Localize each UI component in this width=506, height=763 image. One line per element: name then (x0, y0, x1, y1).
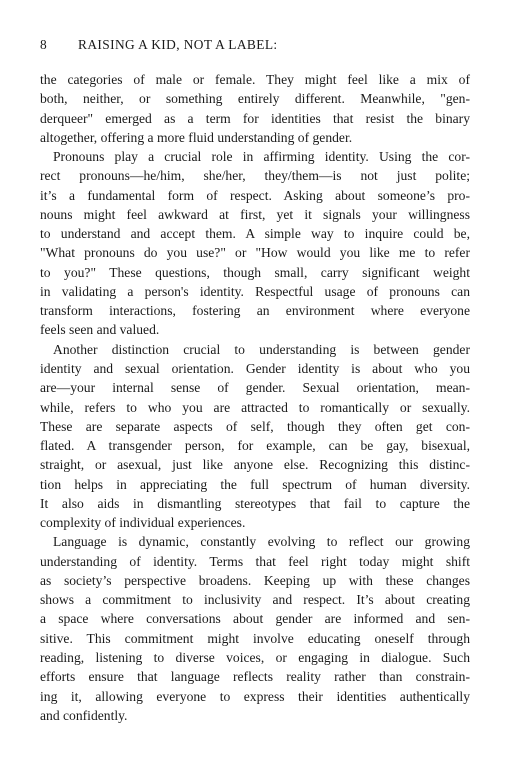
text-line: transform interactions, fostering an environment where everyone (40, 303, 470, 319)
text-line: it’s a fundamental form of respect. Asking about someone’s pro- (40, 187, 470, 203)
text-line: and confidently. (40, 707, 128, 723)
text-line: a space where conversations about gender are informed and sen- (40, 611, 470, 627)
text-line: straight, or asexual, just like anyone else. Recognizing this distinc- (40, 457, 470, 473)
text-line: sitive. This commitment might involve educating oneself through (40, 630, 470, 646)
text-line: altogether, offering a more fluid understanding of gender. (40, 129, 353, 145)
body-text (40, 70, 470, 725)
running-head-title: RAISING A KID, NOT A LABEL: (78, 37, 278, 52)
page-number: 8 (40, 37, 48, 52)
text-line: while, refers to who you are attracted to romantically or sexually. (40, 399, 470, 415)
text-line: understanding of identity. Terms that feel right today might shift (40, 553, 470, 569)
text-line: ing it, allowing everyone to express their identities authentically (40, 688, 470, 704)
text-line: complexity of individual experiences. (40, 515, 246, 531)
text-line: Pronouns play a crucial role in affirming identity. Using the cor- (53, 149, 470, 165)
text-line: as society’s perspective broadens. Keeping up with these changes (40, 572, 470, 588)
text-line: are—your internal sense of gender. Sexual orientation, mean- (40, 380, 470, 396)
text-line: identity and sexual orientation. Gender identity is about who you (40, 360, 470, 376)
running-head (40, 37, 278, 53)
text-line: in validating a person's identity. Respectful usage of pronouns can (40, 283, 470, 299)
text-line: tion helps in appreciating the full spectrum of human diversity. (40, 476, 470, 492)
text-line: Another distinction crucial to understanding is between gender (53, 341, 470, 357)
text-line: to understand and accept them. A simple way to inquire could be, (40, 226, 470, 242)
text-line: efforts ensure that language reflects reality rather than constrain- (40, 669, 470, 685)
text-line: These are separate aspects of self, though they often get con- (40, 418, 470, 434)
text-line: the categories of male or female. They might feel like a mix of (40, 72, 470, 87)
text-line: rect pronouns—he/him, she/her, they/them—is not just polite; (40, 168, 470, 184)
text-line: shows a commitment to inclusivity and respect. It’s about creating (40, 592, 470, 608)
text-line: derqueer" emerged as a term for identities that resist the binary (40, 110, 470, 126)
text-line: It also aids in dismantling stereotypes that fail to capture the (40, 495, 470, 511)
text-line: to you?" These questions, though small, carry significant weight (40, 264, 470, 280)
text-line: feels seen and valued. (40, 322, 160, 338)
text-line: both, neither, or something entirely different. Meanwhile, "gen- (40, 91, 470, 107)
text-line: nouns might feel awkward at first, yet it signals your willingness (40, 206, 470, 222)
text-line: "What pronouns do you use?" or "How would you like me to refer (40, 245, 470, 261)
text-line: Language is dynamic, constantly evolving to reflect our growing (53, 534, 470, 550)
text-line: reading, listening to diverse voices, or engaging in dialogue. Such (40, 649, 470, 665)
text-line: flated. A transgender person, for example, can be gay, bisexual, (40, 438, 470, 454)
